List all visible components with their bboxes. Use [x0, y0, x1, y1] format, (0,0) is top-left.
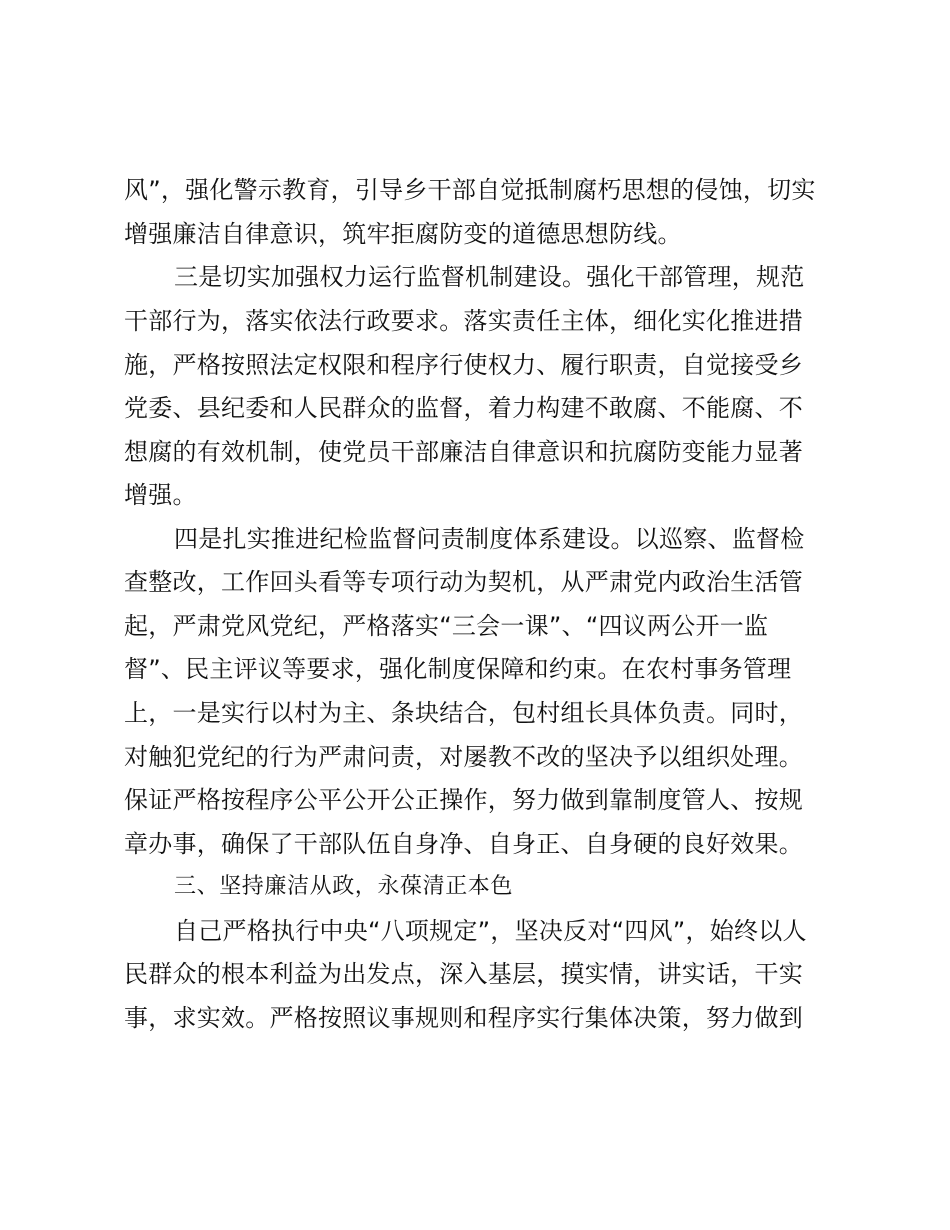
text-line: 查整改，工作回头看等专项行动为契机，从严肃党内政治生活管	[124, 568, 803, 596]
text-line: 督”、民主评议等要求，强化制度保障和约束。在农村事务管理	[124, 655, 792, 683]
paragraph-start-line: 四是扎实推进纪检监督问责制度体系建设。以巡察、监督检	[174, 525, 805, 553]
text-line: 起，严肃党风党纪，严格落实“三会一课”、“四议两公开一监	[124, 612, 769, 640]
text-line: 章办事，确保了干部队伍自身净、自身正、自身硬的良好效果。	[124, 830, 803, 858]
section-heading: 三、坚持廉洁从政，永葆清正本色	[174, 874, 514, 899]
text-line: 风”，强化警示教育，引导乡干部自觉抵制腐朽思想的侵蚀，切实	[124, 176, 816, 204]
text-line: 增强廉洁自律意识，筑牢拒腐防变的道德思想防线。	[124, 220, 682, 248]
text-line: 党委、县纪委和人民群众的监督，着力构建不敢腐、不能腐、不	[124, 394, 803, 422]
text-line: 增强。	[124, 481, 197, 509]
text-line: 保证严格按程序公平公开公正操作，努力做到靠制度管人、按规	[124, 786, 803, 814]
text-line: 施，严格按照法定权限和程序行使权力、履行职责，自觉接受乡	[124, 351, 803, 379]
paragraph-start-line: 三是切实加强权力运行监督机制建设。强化干部管理，规范	[174, 263, 805, 291]
text-line: 对触犯党纪的行为严肃问责，对屡教不改的坚决予以组织处理。	[124, 743, 803, 771]
text-line: 干部行为，落实依法行政要求。落实责任主体，细化实化推进措	[124, 307, 803, 335]
text-line: 上，一是实行以村为主、条块结合，包村组长具体负责。同时，	[124, 699, 803, 727]
text-line: 事，求实效。严格按照议事规则和程序实行集体决策，努力做到	[124, 1004, 803, 1032]
text-line: 民群众的根本利益为出发点，深入基层，摸实情，讲实话，干实	[124, 960, 803, 988]
text-line: 想腐的有效机制，使党员干部廉洁自律意识和抗腐防变能力显著	[124, 438, 803, 466]
paragraph-start-line: 自己严格执行中央“八项规定”，坚决反对“四风”，始终以人	[174, 917, 807, 945]
